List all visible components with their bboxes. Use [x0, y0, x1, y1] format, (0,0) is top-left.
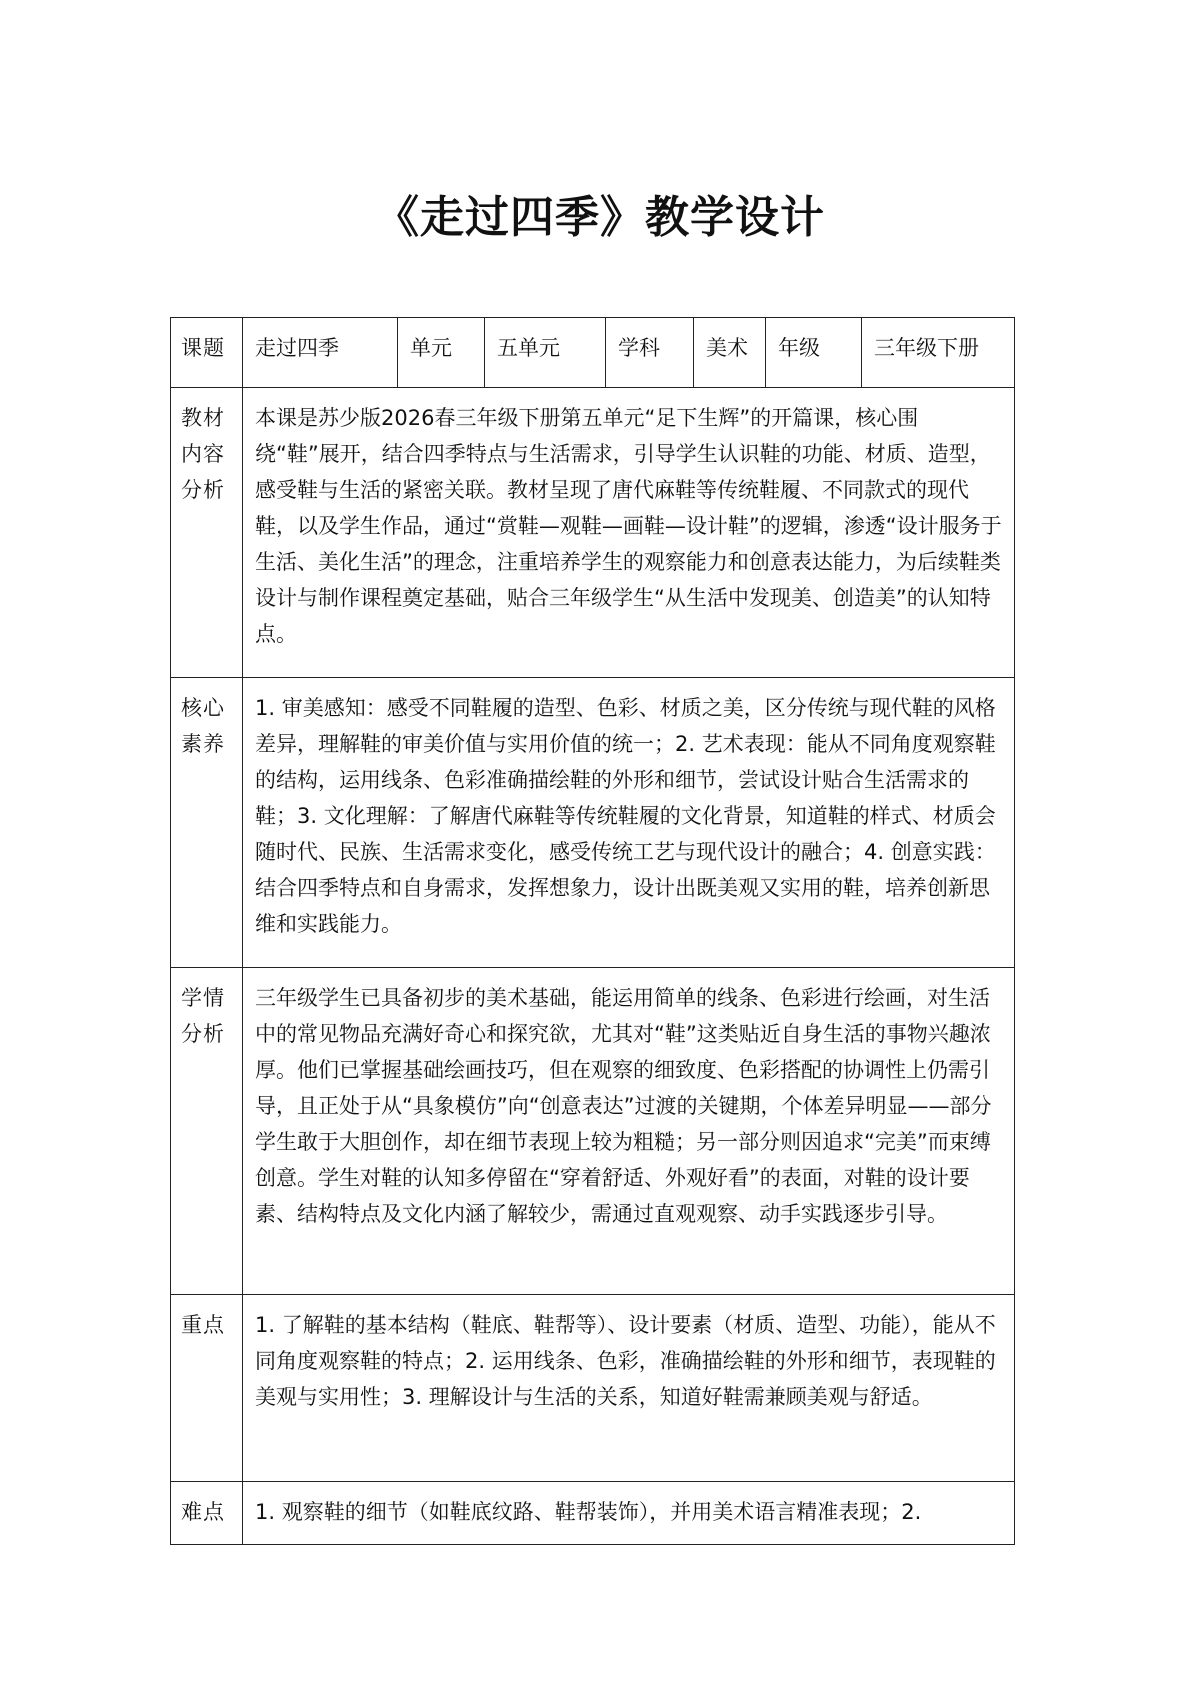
section-label-difficulties: 难点 [171, 1482, 243, 1545]
section-text-student-analysis: 三年级学生已具备初步的美术基础，能运用简单的线条、色彩进行绘画，对生活中的常见物品充满好奇心和探究欲，尤其对“鞋”这类贴近自身生活的事物兴趣浓厚。他们已掌握基础绘画技巧，但在观察的细致度、色彩搭配的协调性上仍需引导，且正处于从“具象模仿”向“创意表达”过渡的关键期，个体差异明显——部分学生敢于大胆创作，却在细节表现上较为粗糙；另一部分则因追求“完美”而束缚创意。学生对鞋的认知多停留在“穿着舒适、外观好看”的表面，对鞋的设计要素、结构特点及文化内涵了解较少，需通过直观观察、动手实践逐步引导。 [243, 968, 1015, 1295]
unit-value: 五单元 [485, 318, 606, 388]
section-row-student-analysis [171, 968, 1015, 1295]
section-row-core-literacy [171, 678, 1015, 968]
section-label-key-points: 重点 [171, 1295, 243, 1482]
header-row [171, 318, 1015, 388]
section-text-key-points: 1. 了解鞋的基本结构（鞋底、鞋帮等）、设计要素（材质、造型、功能），能从不同角度观察鞋的特点；2. 运用线条、色彩，准确描绘鞋的外形和细节，表现鞋的美观与实用性；3. 理解设计与生活的关系，知道好鞋需兼顾美观与舒适。 [243, 1295, 1015, 1482]
subject-label: 学科 [606, 318, 694, 388]
section-row-difficulties [171, 1482, 1015, 1545]
topic-label: 课题 [171, 318, 243, 388]
section-text-textbook-analysis: 本课是苏少版2026春三年级下册第五单元“足下生辉”的开篇课，核心围绕“鞋”展开，结合四季特点与生活需求，引导学生认识鞋的功能、材质、造型，感受鞋与生活的紧密关联。教材呈现了唐代麻鞋等传统鞋履、不同款式的现代鞋，以及学生作品，通过“赏鞋—观鞋—画鞋—设计鞋”的逻辑，渗透“设计服务于生活、美化生活”的理念，注重培养学生的观察能力和创意表达能力，为后续鞋类设计与制作课程奠定基础，贴合三年级学生“从生活中发现美、创造美”的认知特点。 [243, 388, 1015, 678]
section-text-difficulties: 1. 观察鞋的细节（如鞋底纹路、鞋帮装饰），并用美术语言精准表现；2. [243, 1482, 1015, 1545]
unit-label: 单元 [398, 318, 485, 388]
grade-label: 年级 [766, 318, 862, 388]
section-text-core-literacy: 1. 审美感知：感受不同鞋履的造型、色彩、材质之美，区分传统与现代鞋的风格差异，理解鞋的审美价值与实用价值的统一；2. 艺术表现：能从不同角度观察鞋的结构，运用线条、色彩准确描绘鞋的外形和细节，尝试设计贴合生活需求的鞋；3. 文化理解：了解唐代麻鞋等传统鞋履的文化背景，知道鞋的样式、材质会随时代、民族、生活需求变化，感受传统工艺与现代设计的融合；4. 创意实践：结合四季特点和自身需求，发挥想象力，设计出既美观又实用的鞋，培养创新思维和实践能力。 [243, 678, 1015, 968]
lesson-plan-table [170, 317, 1015, 1545]
page-title: 《走过四季》教学设计 [375, 192, 825, 243]
section-label-core-literacy: 核心素养 [171, 678, 243, 968]
section-label-textbook-analysis: 教材内容分析 [171, 388, 243, 678]
section-label-student-analysis: 学情分析 [171, 968, 243, 1295]
section-row-key-points [171, 1295, 1015, 1482]
grade-value: 三年级下册 [862, 318, 1015, 388]
subject-value: 美术 [694, 318, 766, 388]
topic-value: 走过四季 [243, 318, 398, 388]
section-row-textbook-analysis [171, 388, 1015, 678]
